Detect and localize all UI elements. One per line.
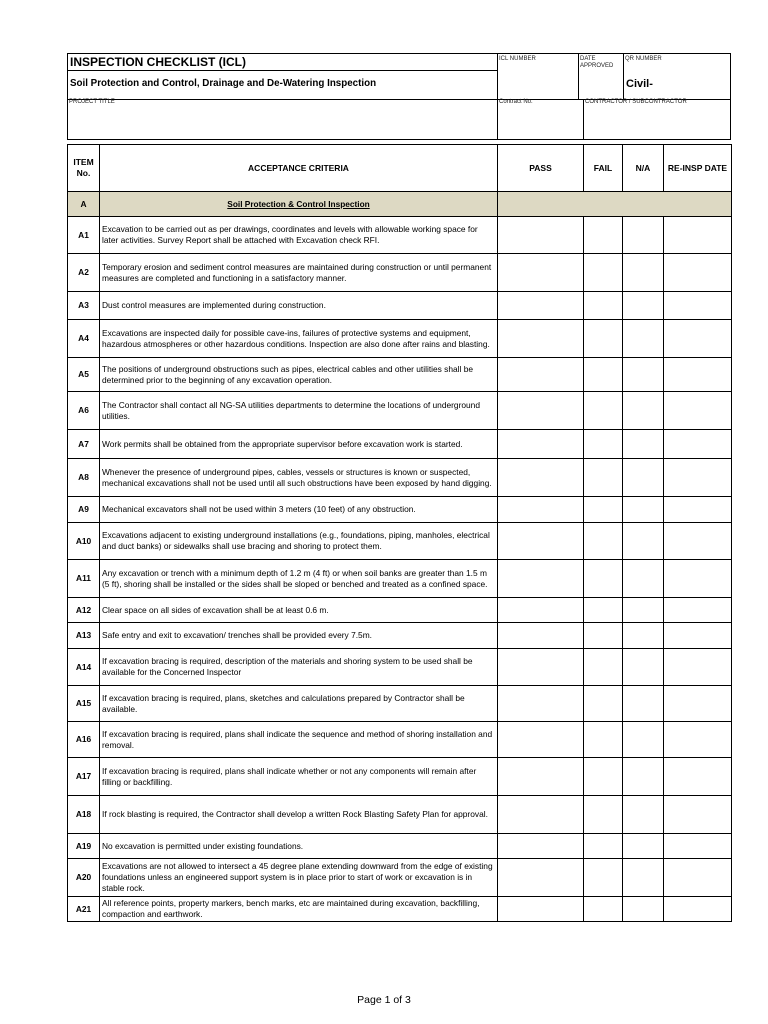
na-cell[interactable] [623,834,664,859]
na-cell[interactable] [623,758,664,796]
table-row [68,897,732,922]
pass-cell[interactable] [498,796,584,834]
checklist-table [67,144,732,922]
pass-cell[interactable] [498,459,584,497]
item-number: A9 [68,497,100,523]
na-cell[interactable] [623,560,664,598]
item-number: A5 [68,358,100,392]
table-row [68,392,732,430]
table-row [68,722,732,758]
acceptance-criteria-text: If excavation bracing is required, plans, sketches and calculations prepared by Contractor shall be available. [100,686,498,722]
acceptance-criteria-text: Dust control measures are implemented during construction. [100,292,498,320]
table-row [68,834,732,859]
table-row [68,320,732,358]
reinsp-date-cell[interactable] [664,254,732,292]
item-number: A13 [68,623,100,649]
reinsp-date-cell[interactable] [664,722,732,758]
na-cell[interactable] [623,217,664,254]
reinsp-date-cell[interactable] [664,523,732,560]
na-cell[interactable] [623,897,664,922]
section-blank [498,192,732,217]
acceptance-criteria-text: Whenever the presence of underground pipes, cables, vessels or structures is known or suspected, mechanical excavations shall not be used until all such obstructions have been exposed by hand digging. [100,459,498,497]
item-number: A15 [68,686,100,722]
table-row [68,292,732,320]
reinsp-date-cell[interactable] [664,497,732,523]
document-subtitle: Soil Protection and Control, Drainage and De-Watering Inspection [70,78,377,89]
fail-header: FAIL [584,145,623,192]
acceptance-criteria-text: Any excavation or trench with a minimum depth of 1.2 m (4 ft) or when soil banks are greater than 1.5 m (5 ft), shoring shall be installed or the sides shall be sloped or benched and treated as a confined space. [100,560,498,598]
na-cell[interactable] [623,859,664,897]
fail-cell[interactable] [584,796,623,834]
acceptance-criteria-text: Clear space on all sides of excavation shall be at least 0.6 m. [100,598,498,623]
pass-cell[interactable] [498,722,584,758]
pass-cell[interactable] [498,623,584,649]
reinsp-date-cell[interactable] [664,623,732,649]
item-number: A8 [68,459,100,497]
reinsp-date-cell[interactable] [664,358,732,392]
acceptance-criteria-text: If rock blasting is required, the Contractor shall develop a written Rock Blasting Safety Plan for approval. [100,796,498,834]
table-row [68,430,732,459]
pass-cell[interactable] [498,392,584,430]
reinsp-date-cell[interactable] [664,392,732,430]
fail-cell[interactable] [584,254,623,292]
fail-cell[interactable] [584,560,623,598]
table-row [68,758,732,796]
fail-cell[interactable] [584,758,623,796]
na-cell[interactable] [623,292,664,320]
project-title-label: PROJECT TITLE [69,99,115,105]
acceptance-criteria-text: Excavations are not allowed to intersect a 45 degree plane extending downward from the edge of existing foundations unless an engineered support system is in place prior to start of work or excavation is in stable rock. [100,859,498,897]
table-row [68,598,732,623]
na-cell[interactable] [623,459,664,497]
section-id: A [68,192,100,217]
pass-cell[interactable] [498,859,584,897]
table-row [68,523,732,560]
reinsp-date-cell[interactable] [664,292,732,320]
fail-cell[interactable] [584,859,623,897]
pass-cell[interactable] [498,649,584,686]
item-number: A12 [68,598,100,623]
acceptance-criteria-header: ACCEPTANCE CRITERIA [100,145,498,192]
table-row [68,217,732,254]
acceptance-criteria-text: Temporary erosion and sediment control measures are maintained during construction or until permanent measures are completed and functioning in a satisfactory manner. [100,254,498,292]
section-title: Soil Protection & Control Inspection [100,192,498,217]
acceptance-criteria-text: No excavation is permitted under existing foundations. [100,834,498,859]
pass-cell[interactable] [498,320,584,358]
pass-cell[interactable] [498,834,584,859]
divider [497,54,498,140]
pass-header: PASS [498,145,584,192]
item-number: A21 [68,897,100,922]
fail-cell[interactable] [584,598,623,623]
acceptance-criteria-text: Safe entry and exit to excavation/ trenches shall be provided every 7.5m. [100,623,498,649]
contract-no-label: Contract No. [499,99,533,105]
item-number: A7 [68,430,100,459]
item-number: A19 [68,834,100,859]
fail-cell[interactable] [584,320,623,358]
na-cell[interactable] [623,722,664,758]
item-no-header: ITEM No. [68,145,100,192]
fail-cell[interactable] [584,686,623,722]
reinsp-date-cell[interactable] [664,859,732,897]
contractor-label: CONTRACTOR / SUBCONTRACTOR [585,99,687,105]
table-row [68,560,732,598]
item-number: A20 [68,859,100,897]
reinsp-date-cell[interactable] [664,897,732,922]
divider [578,54,579,99]
na-cell[interactable] [623,649,664,686]
pass-cell[interactable] [498,497,584,523]
reinsp-date-cell[interactable] [664,320,732,358]
fail-cell[interactable] [584,459,623,497]
checklist-header [67,53,731,140]
acceptance-criteria-text: Excavations adjacent to existing underground installations (e.g., foundations, piping, manholes, electrical and duct banks) or sidewalks shall use bracing and shoring to protect them. [100,523,498,560]
fail-cell[interactable] [584,430,623,459]
table-row [68,358,732,392]
acceptance-criteria-text: If excavation bracing is required, plans shall indicate whether or not any components will remain after filling or backfilling. [100,758,498,796]
section-row [68,192,732,217]
pass-cell[interactable] [498,598,584,623]
reinsp-date-cell[interactable] [664,459,732,497]
acceptance-criteria-text: If excavation bracing is required, plans shall indicate the sequence and method of shoring installation and removal. [100,722,498,758]
item-number: A2 [68,254,100,292]
date-approved-label: DATE APPROVED [580,56,614,69]
reinsp-date-cell[interactable] [664,686,732,722]
reinsp-date-cell[interactable] [664,758,732,796]
reinsp-date-cell[interactable] [664,430,732,459]
fail-cell[interactable] [584,292,623,320]
acceptance-criteria-text: Work permits shall be obtained from the appropriate supervisor before excavation work is started. [100,430,498,459]
item-number: A4 [68,320,100,358]
item-number: A1 [68,217,100,254]
qr-number-label: QR NUMBER [625,56,662,62]
divider [583,99,584,140]
reinsp-date-cell[interactable] [664,649,732,686]
na-cell[interactable] [623,497,664,523]
reinsp-date-cell[interactable] [664,217,732,254]
fail-cell[interactable] [584,358,623,392]
pass-cell[interactable] [498,686,584,722]
acceptance-criteria-text: Excavation to be carried out as per drawings, coordinates and levels with allowable working space for later activities. Survey Report shall be attached with Excavation check RFI. [100,217,498,254]
qr-number-value: Civil- [626,78,653,90]
divider [623,54,624,99]
table-row [68,649,732,686]
pass-cell[interactable] [498,358,584,392]
fail-cell[interactable] [584,722,623,758]
reinsp-date-header: RE-INSP DATE [664,145,732,192]
item-number: A10 [68,523,100,560]
pass-cell[interactable] [498,292,584,320]
table-row [68,796,732,834]
fail-cell[interactable] [584,649,623,686]
item-number: A3 [68,292,100,320]
na-cell[interactable] [623,254,664,292]
table-row [68,686,732,722]
na-cell[interactable] [623,598,664,623]
fail-cell[interactable] [584,897,623,922]
acceptance-criteria-text: Mechanical excavators shall not be used within 3 meters (10 feet) of any obstruction. [100,497,498,523]
na-cell[interactable] [623,686,664,722]
reinsp-date-cell[interactable] [664,834,732,859]
item-number: A18 [68,796,100,834]
pass-cell[interactable] [498,217,584,254]
fail-cell[interactable] [584,623,623,649]
reinsp-date-cell[interactable] [664,598,732,623]
table-row [68,459,732,497]
pass-cell[interactable] [498,560,584,598]
icl-number-label: ICL NUMBER [499,56,536,62]
acceptance-criteria-text: Excavations are inspected daily for possible cave-ins, failures of protective systems and equipment, hazardous atmospheres or other hazardous conditions. Inspection are also done after rains and blasting. [100,320,498,358]
table-row [68,859,732,897]
pass-cell[interactable] [498,430,584,459]
na-cell[interactable] [623,796,664,834]
na-cell[interactable] [623,320,664,358]
pass-cell[interactable] [498,254,584,292]
fail-cell[interactable] [584,523,623,560]
item-number: A17 [68,758,100,796]
table-row [68,254,732,292]
document-title: INSPECTION CHECKLIST (ICL) [70,55,246,69]
item-number: A11 [68,560,100,598]
na-cell[interactable] [623,623,664,649]
reinsp-date-cell[interactable] [664,560,732,598]
fail-cell[interactable] [584,834,623,859]
pass-cell[interactable] [498,897,584,922]
na-cell[interactable] [623,430,664,459]
na-cell[interactable] [623,523,664,560]
na-cell[interactable] [623,392,664,430]
reinsp-date-cell[interactable] [664,796,732,834]
fail-cell[interactable] [584,392,623,430]
divider [68,70,497,71]
fail-cell[interactable] [584,497,623,523]
acceptance-criteria-text: If excavation bracing is required, description of the materials and shoring system to be used shall be available for the Concerned Inspector [100,649,498,686]
fail-cell[interactable] [584,217,623,254]
acceptance-criteria-text: The positions of underground obstructions such as pipes, electrical cables and other utilities shall be determined prior to the beginning of any excavation operation. [100,358,498,392]
table-header-row [68,145,732,192]
item-number: A16 [68,722,100,758]
acceptance-criteria-text: All reference points, property markers, bench marks, etc are maintained during excavation, backfilling, compaction and earthwork. [100,897,498,922]
acceptance-criteria-text: The Contractor shall contact all NG-SA utilities departments to determine the locations of underground utilities. [100,392,498,430]
pass-cell[interactable] [498,523,584,560]
table-row [68,623,732,649]
page-number: Page 1 of 3 [357,994,411,1006]
table-row [68,497,732,523]
na-cell[interactable] [623,358,664,392]
na-header: N/A [623,145,664,192]
item-number: A14 [68,649,100,686]
pass-cell[interactable] [498,758,584,796]
item-number: A6 [68,392,100,430]
